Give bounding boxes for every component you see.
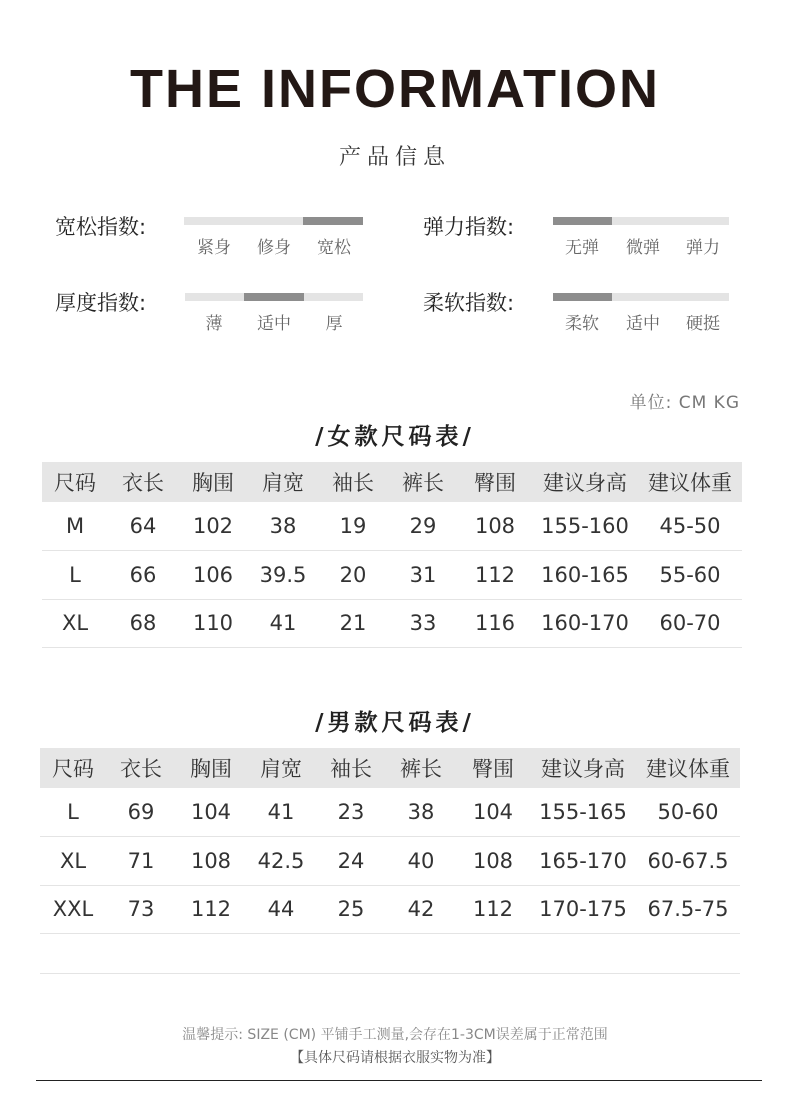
index-elasticity [423,211,763,271]
table-cell: 170-175 [530,885,636,934]
index-bar [185,293,363,301]
table-row [42,502,742,551]
table-cell: 39.5 [248,551,318,600]
page-subtitle: 产品信息 [338,145,451,170]
column-header: 胸围 [178,462,248,502]
men-chart-title: /男款尺码表/ [315,710,475,736]
column-header: 臀围 [458,462,532,502]
index-option: 厚 [325,314,343,334]
column-header: 衣长 [106,748,176,788]
table-cell: 23 [316,788,386,837]
index-option: 无弹 [565,238,599,258]
table-cell: 67.5-75 [636,885,740,934]
table-cell: 20 [318,551,388,600]
table-cell: 108 [458,502,532,551]
index-label: 宽松指数: [55,215,147,239]
women-size-table [42,462,742,648]
index-label: 厚度指数: [55,291,147,315]
index-bar-selected [553,217,612,225]
measurement-tip: 温馨提示: SIZE (CM) 平铺手工测量,会存在1-3CM误差属于正常范围 [182,1027,608,1043]
index-option: 硬挺 [686,314,720,334]
table-cell: 44 [246,885,316,934]
column-header: 袖长 [318,462,388,502]
table-spacer-cell [40,934,740,974]
table-cell: 155-165 [530,788,636,837]
table-cell: 155-160 [532,502,638,551]
index-option: 薄 [205,314,223,334]
table-row [40,837,740,886]
index-option: 适中 [257,314,291,334]
table-header-row [40,748,740,788]
table-cell: 42 [386,885,456,934]
index-softness [423,287,763,347]
index-bar-selected [244,293,303,301]
index-bar-selected [303,217,363,225]
table-cell: M [42,502,108,551]
column-header: 衣长 [108,462,178,502]
table-cell: 108 [176,837,246,886]
index-option: 适中 [626,314,660,334]
index-label: 柔软指数: [423,291,515,315]
table-cell: 24 [316,837,386,886]
table-row [42,551,742,600]
table-row [40,885,740,934]
table-cell: 41 [248,599,318,648]
table-cell: 104 [456,788,530,837]
table-row [42,599,742,648]
table-header-row [42,462,742,502]
page-title: THE INFORMATION [130,59,660,119]
men-size-table [40,748,740,974]
table-cell: XL [40,837,106,886]
unit-label: 单位: CM KG [629,393,740,413]
column-header: 裤长 [386,748,456,788]
index-option: 紧身 [197,238,231,258]
column-header: 肩宽 [246,748,316,788]
column-header: 臀围 [456,748,530,788]
measurement-note: 【具体尺码请根据衣服实物为准】 [290,1050,500,1066]
table-cell: 60-70 [638,599,742,648]
table-cell: 55-60 [638,551,742,600]
table-cell: 38 [386,788,456,837]
index-label: 弹力指数: [423,215,515,239]
column-header: 胸围 [176,748,246,788]
table-cell: 68 [108,599,178,648]
table-cell: 112 [458,551,532,600]
table-cell: 160-165 [532,551,638,600]
table-cell: 33 [388,599,458,648]
column-header: 尺码 [42,462,108,502]
table-cell: L [42,551,108,600]
table-cell: XL [42,599,108,648]
column-header: 袖长 [316,748,386,788]
table-cell: 73 [106,885,176,934]
index-bar-selected [553,293,612,301]
index-option: 修身 [257,238,291,258]
table-cell: 38 [248,502,318,551]
index-bar [553,293,729,301]
table-cell: 31 [388,551,458,600]
table-cell: 165-170 [530,837,636,886]
table-cell: 64 [108,502,178,551]
index-option: 微弹 [626,238,660,258]
bottom-divider [36,1080,762,1081]
index-thickness [55,287,395,347]
table-cell: 45-50 [638,502,742,551]
table-cell: 66 [108,551,178,600]
table-cell: 71 [106,837,176,886]
column-header: 建议身高 [530,748,636,788]
table-cell: 110 [178,599,248,648]
table-cell: 112 [176,885,246,934]
table-cell: 50-60 [636,788,740,837]
table-cell: 25 [316,885,386,934]
index-option: 宽松 [317,238,351,258]
table-cell: 116 [458,599,532,648]
index-looseness [55,211,395,271]
table-cell: 102 [178,502,248,551]
index-bar [184,217,363,225]
table-cell: 19 [318,502,388,551]
table-row [40,788,740,837]
table-cell: 108 [456,837,530,886]
column-header: 建议体重 [638,462,742,502]
index-option: 柔软 [565,314,599,334]
index-bar [553,217,729,225]
table-cell: 21 [318,599,388,648]
table-cell: XXL [40,885,106,934]
table-cell: 69 [106,788,176,837]
table-cell: 106 [178,551,248,600]
table-cell: L [40,788,106,837]
women-chart-title: /女款尺码表/ [315,424,475,450]
table-cell: 41 [246,788,316,837]
column-header: 建议体重 [636,748,740,788]
table-cell: 112 [456,885,530,934]
column-header: 尺码 [40,748,106,788]
table-cell: 104 [176,788,246,837]
table-cell: 60-67.5 [636,837,740,886]
table-cell: 29 [388,502,458,551]
table-cell: 40 [386,837,456,886]
column-header: 肩宽 [248,462,318,502]
index-option: 弹力 [686,238,720,258]
table-spacer-row [40,934,740,974]
column-header: 建议身高 [532,462,638,502]
table-cell: 160-170 [532,599,638,648]
column-header: 裤长 [388,462,458,502]
table-cell: 42.5 [246,837,316,886]
